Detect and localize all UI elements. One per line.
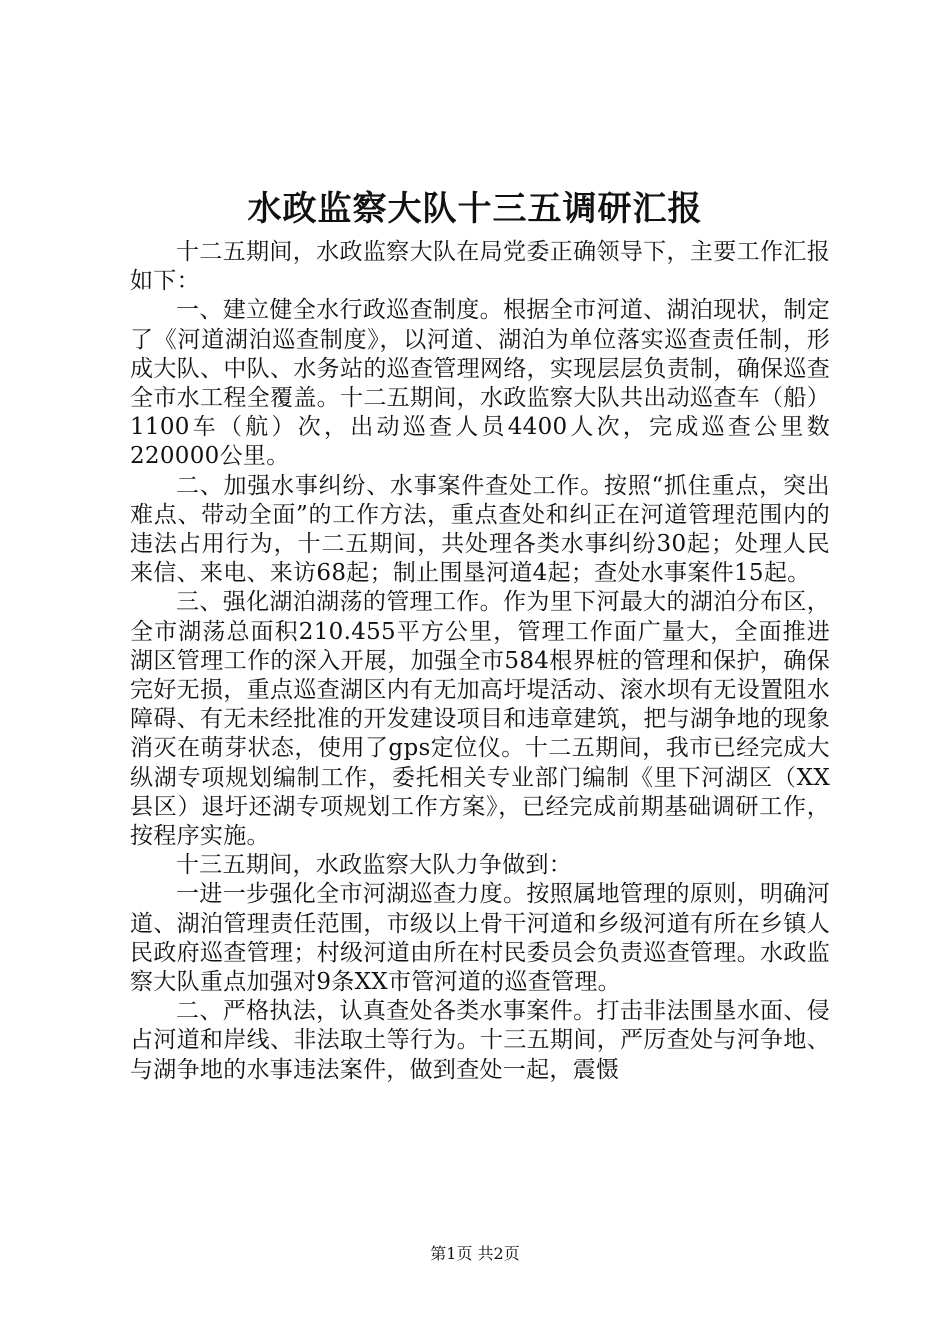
page-number-footer: 第1页 共2页 [430,1244,520,1263]
paragraph-plan-enforcement: 二、严格执法，认真查处各类水事案件。打击非法围垦水面、侵占河道和岸线、非法取土等行为。十三五期间，严厉查处与河争地、与湖争地的水事违法案件，做到查处一起，震慑 [130,998,830,1083]
document-body [130,238,830,1085]
paragraph-inspection-system: 一、建立健全水行政巡查制度。根据全市河道、湖泊现状，制定了《河道湖泊巡查制度》，以河道、湖泊为单位落实巡查责任制，形成大队、中队、水务站的巡查管理网络，实现层层负责制，确保巡查全市水工程全覆盖。十二五期间，水政监察大队共出动巡查车（船）1100车（航）次，出动巡查人员4400人次，完成巡查公里数220000公里。 [130,297,830,470]
paragraph-plan-inspection: 一进一步强化全市河湖巡查力度。按照属地管理的原则，明确河道、湖泊管理责任范围，市级以上骨干河道和乡级河道有所在乡镇人民政府巡查管理；村级河道由所在村民委员会负责巡查管理。水政监察大队重点加强对9条XX市管河道的巡查管理。 [130,881,830,996]
paragraph-intro: 十二五期间，水政监察大队在局党委正确领导下，主要工作汇报如下： [130,239,830,295]
paragraph-lake-management: 三、强化湖泊湖荡的管理工作。作为里下河最大的湖泊分布区，全市湖荡总面积210.455平方公里，管理工作面广量大，全面推进湖区管理工作的深入开展，加强全市584根界桩的管理和保护，确保完好无损，重点巡查湖区内有无加高圩堤活动、滚水坝有无设置阻水障碍、有无未经批准的开发建设项目和违章建筑，把与湖争地的现象消灭在萌芽状态，使用了gps定位仪。十二五期间，我市已经完成大纵湖专项规划编制工作，委托相关专业部门编制《里下河湖区（XX县区）退圩还湖专项规划工作方案》，已经完成前期基础调研工作，按程序实施。 [130,589,830,850]
document-title: 水政监察大队十三五调研汇报 [247,189,703,229]
paragraph-dispute-handling: 二、加强水事纠纷、水事案件查处工作。按照“抓住重点，突出难点、带动全面”的工作方法，重点查处和纠正在河道管理范围内的违法占用行为，十二五期间，共处理各类水事纠纷30起；处理人民来信、来电、来访68起；制止围垦河道4起；查处水事案件15起。 [130,472,830,587]
paragraph-plan-intro: 十三五期间，水政监察大队力争做到： [176,852,573,879]
